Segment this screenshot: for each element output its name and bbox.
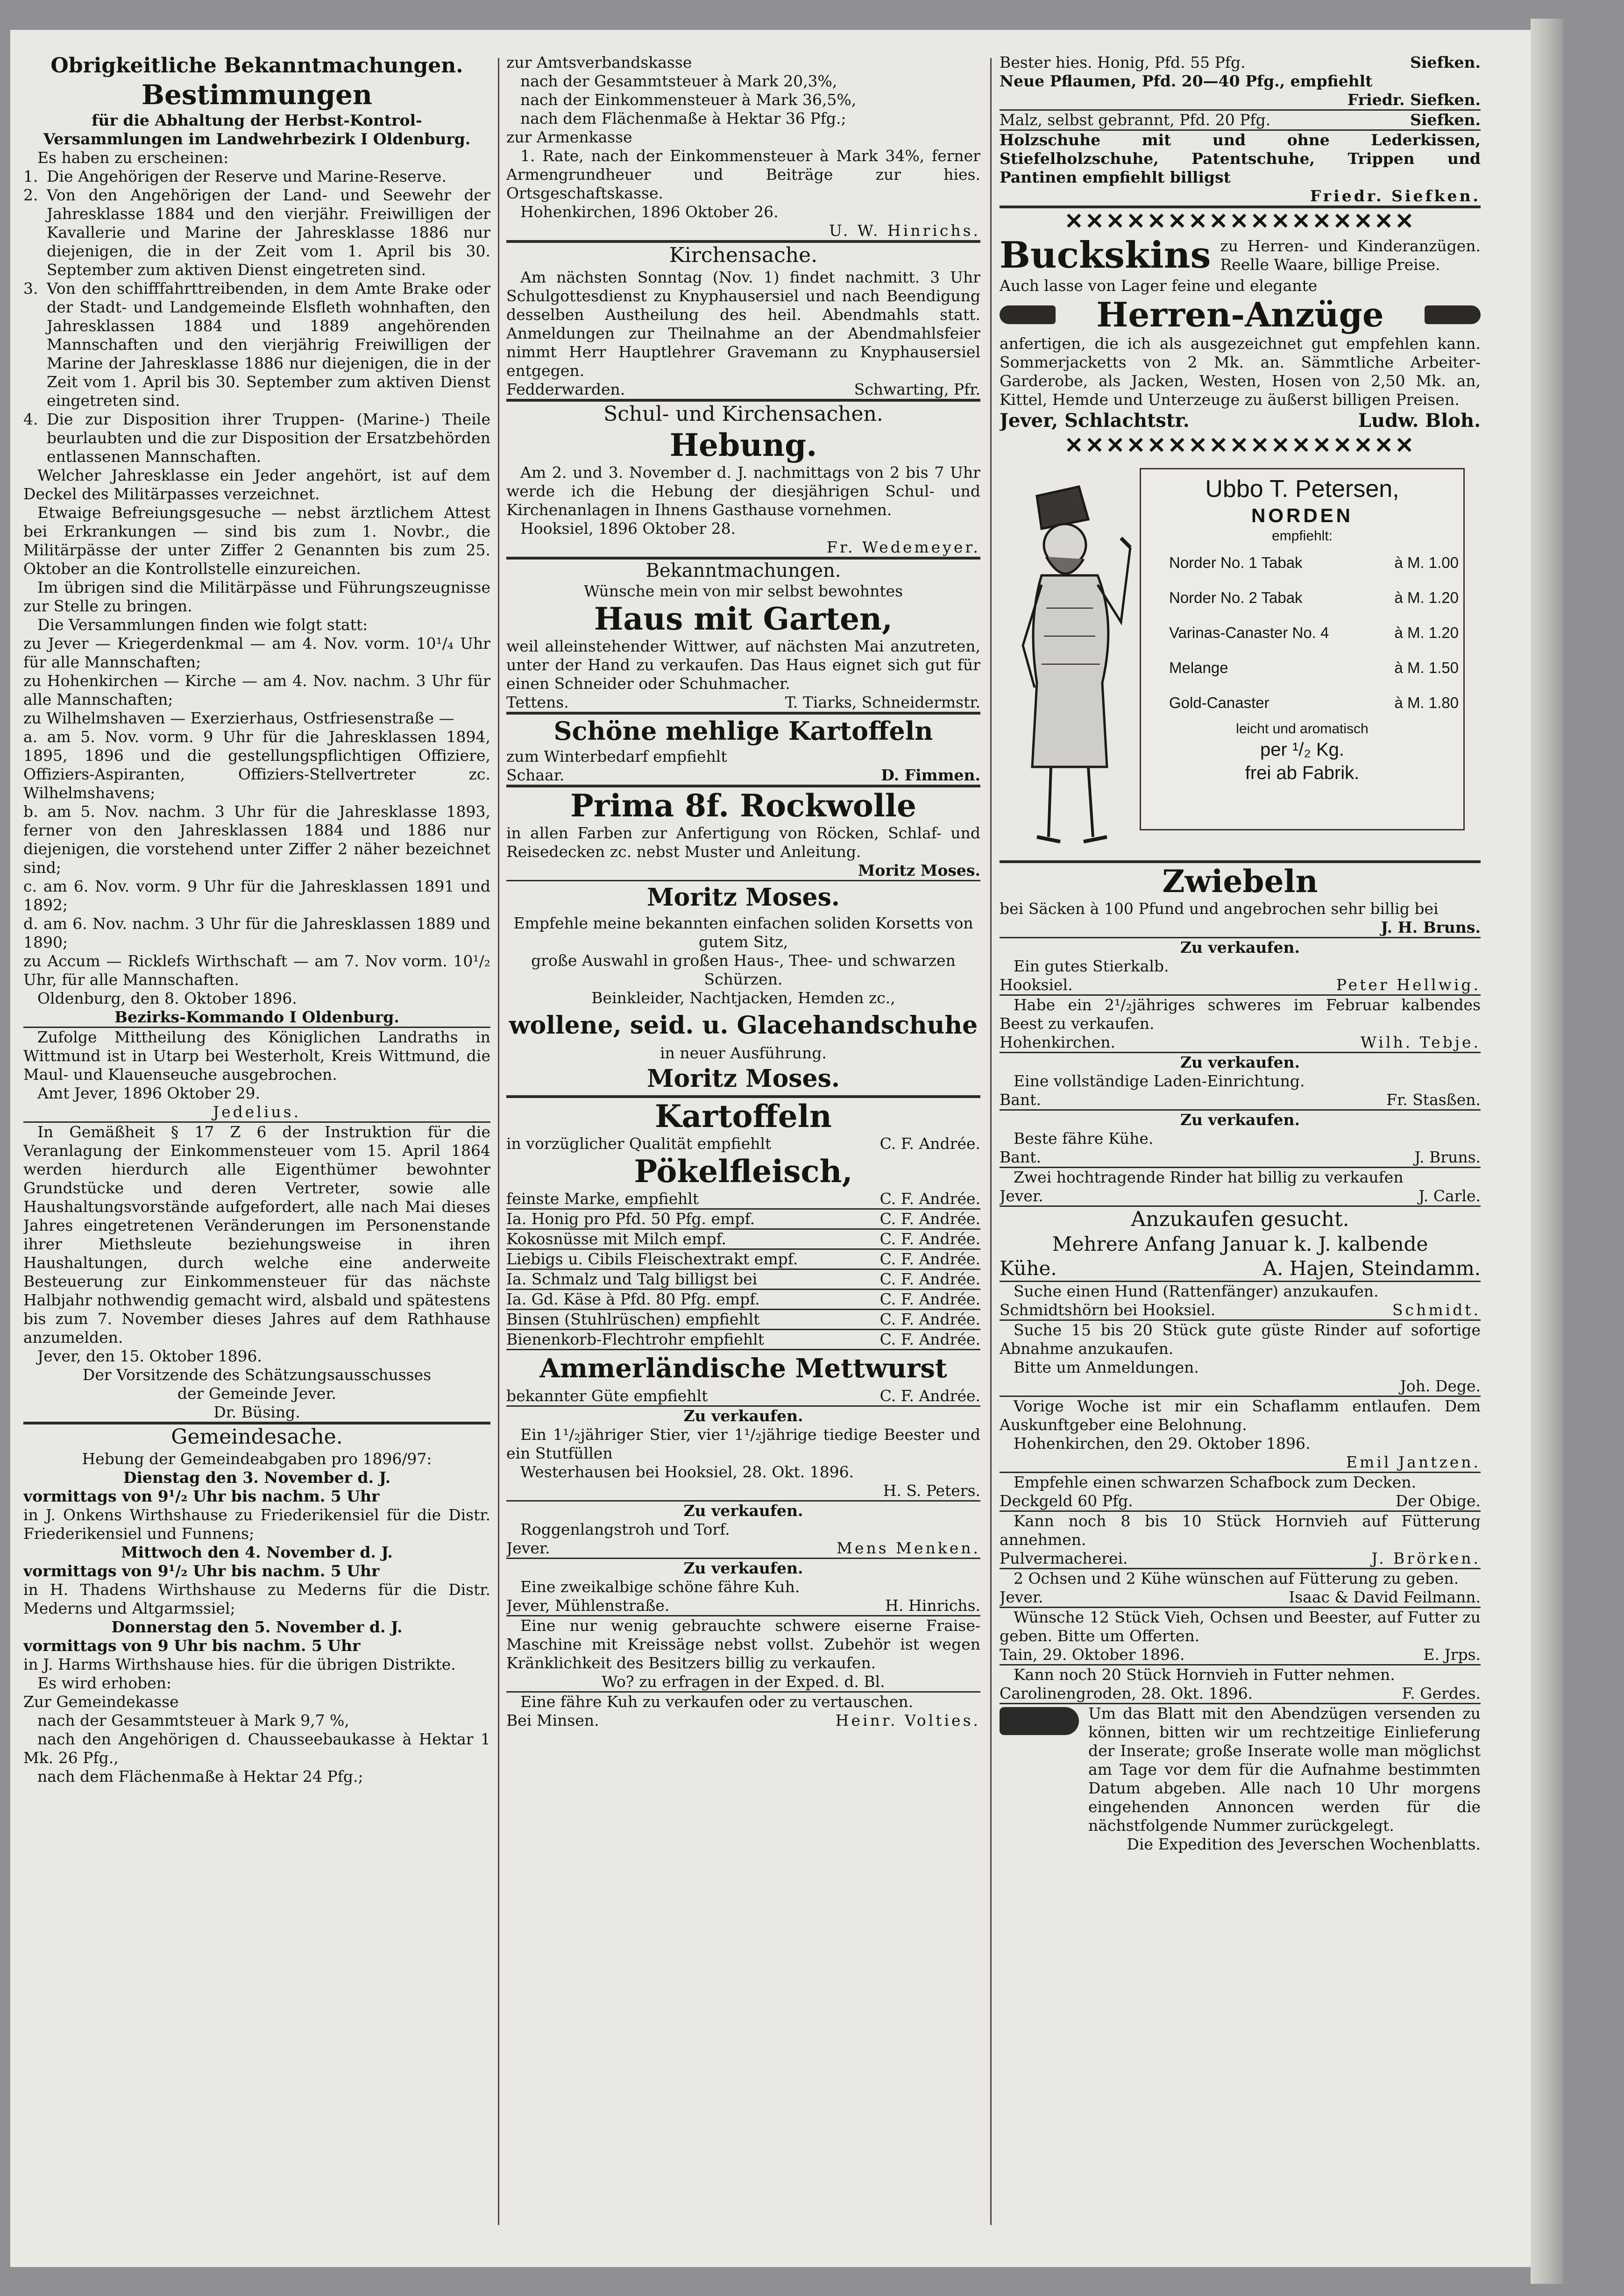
schedule-place: in J. Harms Wirthshause hies. für die übrigen Distrikte. [23, 1655, 456, 1673]
paragraph: frei ab Fabrik. [1245, 763, 1360, 783]
ad-headline: wollene, seid. u. Glacehandschuhe [509, 1011, 978, 1040]
paragraph: nach den Angehörigen d. Chausseebaukasse à Hektar 1 Mk. 26 Pfg., [23, 1730, 490, 1767]
section-title: Kirchensache. [669, 243, 818, 267]
ad-petersen [1000, 459, 1481, 860]
signature-row: Bant. J. Bruns. [1000, 1148, 1481, 1166]
paragraph: weil alleinstehender Wittwer, auf nächsten Mai anzutreten, unter der Hand zu verkaufen. Das Haus eignet sich gut für einen Schneider oder Schuhmacher. [506, 637, 980, 693]
place-item: zu Hohenkirchen — Kirche — am 4. Nov. nachm. 3 Uhr für alle Mannschaften; [23, 672, 490, 709]
paragraph: Beste fähre Kühe. [1014, 1129, 1154, 1148]
list-item: 1. Die Angehörigen der Reserve und Marine-Reserve. [23, 167, 447, 185]
paragraph: leicht und aromatisch [1236, 721, 1369, 737]
smoking-man-illustration [1009, 468, 1149, 851]
signature-row: Hohenkirchen. Wilh. Tebje. [1000, 1033, 1481, 1051]
place-item: c. am 6. Nov. vorm. 9 Uhr für die Jahresklassen 1891 und 1892; [23, 877, 490, 914]
signature-row: Jever. J. Carle. [1000, 1187, 1481, 1205]
list-item: Ia. Honig pro Pfd. 50 Pfg. empf. C. F. Andrée. [506, 1210, 980, 1228]
signature: H. S. Peters. [883, 1481, 980, 1500]
signature-row: Bei Minsen. Heinr. Volties. [506, 1711, 980, 1729]
list-item: 4. Die zur Disposition ihrer Truppen- (Marine-) Theile beurlaubten und die zur Disposition der Ersatzbehörden entlassenen Mannschaften. [23, 410, 490, 466]
ad-title: Zu verkaufen. [683, 1502, 803, 1520]
signature: J. H. Bruns. [1381, 918, 1481, 936]
paragraph: Roggenlangstroh und Torf. [520, 1520, 730, 1538]
paragraph: Wünsche 12 Stück Vieh, Ochsen und Beester, auf Futter zu geben. Bitte um Offerten. [1000, 1608, 1481, 1645]
signature-row: feinste Marke, empfiehlt C. F. Andrée. [506, 1190, 980, 1208]
paragraph: Eine vollständige Laden-Einrichtung. [1014, 1072, 1305, 1090]
dateline: Jever, den 15. Oktober 1896. [37, 1347, 262, 1365]
ad-title: Zu verkaufen. [683, 1559, 803, 1577]
ad-headline: Hebung. [669, 427, 817, 463]
schedule-day: Dienstag den 3. November d. J. [123, 1468, 391, 1487]
paragraph: zum Winterbedarf empfiehlt [506, 747, 727, 765]
paragraph: Es wird erhoben: [37, 1674, 172, 1692]
signature: Joh. Dege. [1400, 1377, 1481, 1395]
schedule-day: Mittwoch den 4. November d. J. [121, 1543, 393, 1561]
signature: Jedelius. [213, 1103, 301, 1121]
paragraph: nach der Einkommensteuer à Mark 36,5%, [520, 91, 857, 109]
paragraph: Zufolge Mittheilung des Königlichen Landraths in Wittmund ist in Utarp bei Westerholt, Kreis Wittmund, die Maul- und Klauenseuche ausgebrochen. [23, 1028, 490, 1084]
ad-title: Zu verkaufen. [683, 1407, 803, 1425]
list-item: 2. Von den Angehörigen der Land- und Seewehr der Jahresklasse 1884 und den vierjähr. Freiwilligen der Kavallerie und Marine der Jahresklasse 1886 nur diejenigen, die in der Zeit vom 1. April bis 30. September zum aktiven Dienst eingetreten sind. [23, 186, 490, 279]
paragraph: Am 2. und 3. November d. J. nachmittags von 2 bis 7 Uhr werde ich die Hebung der diesjährigen Schul- und Kirchenanlagen in Ihnens Gasthause vornehmen. [506, 463, 980, 519]
dateline: Hohenkirchen, 1896 Oktober 26. [520, 203, 779, 221]
column-left [23, 53, 490, 2244]
signature: der Gemeinde Jever. [177, 1384, 337, 1403]
notice-block [1000, 1704, 1481, 1835]
schedule-time: vormittags von 9 Uhr bis nachm. 5 Uhr [23, 1637, 361, 1655]
section-title: Schul- und Kirchensachen. [603, 402, 883, 426]
column-rule [498, 58, 499, 2225]
paragraph: nach der Gesammtsteuer à Mark 9,7 %, [37, 1711, 349, 1729]
place-item: a. am 5. Nov. vorm. 9 Uhr für die Jahresklassen 1894, 1895, 1896 und die gestellungspflichtigen Offiziere, Offiziers-Aspiranten, Offiziers-Stellvertreter zc. Wilhelmshavens; [23, 728, 490, 802]
signature-row: Kühe. A. Hajen, Steindamm. [1000, 1257, 1481, 1280]
list-item: Neue Pflaumen, Pfd. 20—40 Pfg., empfiehlt [1000, 72, 1373, 90]
ad-title: Zu verkaufen. [1180, 938, 1300, 957]
pointing-hand-icon [1425, 305, 1481, 324]
price-list-box [1140, 468, 1465, 830]
ad-headline: Pökelfleisch, [634, 1153, 853, 1190]
paragraph: Bitte um Anmeldungen. [1014, 1358, 1199, 1376]
notice-intro: Es haben zu erscheinen: [37, 149, 229, 167]
paragraph: Empfehle einen schwarzen Schafbock zum Decken. [1014, 1473, 1417, 1491]
signature: Moritz Moses. [646, 1064, 840, 1093]
signature-row: Schmidtshörn bei Hooksiel. Schmidt. [1000, 1301, 1481, 1319]
ad-headline: Buckskins [1000, 234, 1211, 276]
signature-row: Jever, Schlachtstr. Ludw. Bloh. [1000, 410, 1481, 432]
place-item: zu Accum — Ricklefs Wirthschaft — am 7. Nov vorm. 10¹/₂ Uhr, für alle Mannschaften. [23, 952, 490, 989]
paragraph: Mehrere Anfang Januar k. J. kalbende [1052, 1233, 1428, 1255]
paragraph: große Auswahl in großen Haus-, Thee- und schwarzen Schürzen. [531, 951, 956, 988]
paragraph: in allen Farben zur Anfertigung von Röcken, Schlaf- und Reisedecken zc. nebst Muster und Anleitung. [506, 824, 980, 861]
list-item: Malz, selbst gebrannt, Pfd. 20 Pfg. Siefken. [1000, 111, 1481, 129]
paragraph: Empfehle meine bekannten einfachen soliden Korsetts von gutem Sitz, [513, 914, 973, 951]
list-item: Bienenkorb-Flechtrohr empfiehlt C. F. Andrée. [506, 1330, 980, 1348]
signature-row: Tain, 29. Oktober 1896. E. Jrps. [1000, 1645, 1481, 1664]
price-item: Norder No. 1 Tabak à M. 1.00 [1169, 554, 1459, 571]
paragraph: Um das Blatt mit den Abendzügen versenden zu können, bitten wir um rechtzeitige Einlieferung der Inserate; große Inserate wolle man möglichst am Tage vor dem für die Aufnahme bestimmten Datum abgeben. Alle nach 10 Uhr morgens eingehenden Annoncen werden für die nächstfolgende Nummer zurückgelegt. [1088, 1704, 1481, 1835]
place-item: b. am 5. Nov. nachm. 3 Uhr für die Jahresklasse 1893, ferner von den Jahresklassen 1884 und 1886 nur diejenigen, die vorstehend unter Ziffer 2 näher bezeichnet sind; [23, 802, 490, 877]
list-item: Kokosnüsse mit Milch empf. C. F. Andrée. [506, 1230, 980, 1248]
price-item: Gold-Canaster à M. 1.80 [1169, 694, 1459, 711]
notice-subtitle: für die Abhaltung der Herbst-Kontrol-Versammlungen im Landwehrbezirk I Oldenburg. [43, 111, 471, 148]
paragraph: Zwei hochtragende Rinder hat billig zu verkaufen [1014, 1168, 1404, 1186]
signature: Moritz Moses. [858, 861, 980, 879]
list-item: Ia. Schmalz und Talg billigst bei C. F. Andrée. [506, 1270, 980, 1288]
ad-headline: Kartoffeln [655, 1098, 832, 1134]
paragraph: Kann noch 8 bis 10 Stück Hornvieh auf Fütterung annehmen. [1000, 1512, 1481, 1549]
merchant-name: Ubbo T. Petersen, [1205, 475, 1399, 503]
ad-buckskins [1000, 234, 1481, 276]
column-middle [506, 53, 980, 2244]
section-header: Obrigkeitliche Bekanntmachungen. [50, 54, 463, 78]
list-item: Liebigs u. Cibils Fleischextrakt empf. C. F. Andrée. [506, 1250, 980, 1268]
paragraph: Eine nur wenig gebrauchte schwere eiserne Fraise-Maschine mit Kreissäge nebst vollst. Zubehör ist wegen Kränklichkeit des Besitzers billig zu verkaufen. [506, 1616, 980, 1672]
notice-title: Bestimmungen [141, 79, 373, 111]
ornament-row: ✕✕✕✕✕✕✕✕✕✕✕✕✕✕✕✕✕ [1064, 208, 1416, 234]
list-item: Bester hies. Honig, Pfd. 55 Pfg. Siefken. [1000, 53, 1481, 71]
paragraph: Beinkleider, Nachtjacken, Hemden zc., [591, 989, 895, 1007]
paragraph: per ¹/₂ Kg. [1260, 739, 1345, 760]
paragraph: 2 Ochsen und 2 Kühe wünschen auf Fütterung zu geben. [1014, 1569, 1459, 1587]
paragraph: In Gemäßheit § 17 Z 6 der Instruktion für die Veranlagung der Einkommensteuer vom 15. April 1864 werden hierdurch alle Eigenthümer bewohnter Grundstücke und deren Vertreter, sowie alle Haushaltungsvorstände aufgefordert, alle nach Mai dieses Jahres eingetretenen Veränderungen im Personenstande ihrer Miethsleute beziehungsweise in ihren Haushaltungen, durch welche eine anderweite Besteuerung zur Einkommensteuer für das nächste Halbjahr nothwendig gemacht wird, alsbald und spätestens bis zum 7. November dieses Jahres auf dem Rathhause anzumelden. [23, 1123, 490, 1346]
paragraph: Die Versammlungen finden wie folgt statt: [37, 616, 368, 634]
paragraph: Im übrigen sind die Militärpässe und Führungszeugnisse zur Stelle zu bringen. [23, 578, 490, 615]
paragraph: 1. Rate, nach der Einkommensteuer à Mark 34%, ferner Armengrundheuer und Beiträge zur hies. Ortsgeschaftskasse. [506, 147, 980, 202]
ad-headline: Herren-Anzüge [1096, 295, 1384, 334]
ad-title: Anzukaufen gesucht. [1131, 1207, 1349, 1231]
signature-row: Jever. Isaac & David Feilmann. [1000, 1588, 1481, 1606]
ad-title: Zu verkaufen. [1180, 1111, 1300, 1129]
signature-row: Pulvermacherei. J. Brörken. [1000, 1549, 1481, 1567]
signature-row: Jever. Mens Menken. [506, 1539, 980, 1557]
dateline: Oldenburg, den 8. Oktober 1896. [37, 989, 297, 1007]
paragraph: Ein gutes Stierkalb. [1014, 957, 1169, 975]
schedule-time: vormittags von 9¹/₂ Uhr bis nachm. 5 Uhr [23, 1562, 380, 1580]
signature-row: Fedderwarden. Schwarting, Pfr. [506, 380, 980, 398]
paragraph: Welcher Jahresklasse ein Jeder angehört, ist auf dem Deckel des Militärpasses verzeichnet. [23, 466, 490, 503]
signature: Der Vorsitzende des Schätzungsausschusses [82, 1366, 432, 1384]
paragraph: nach dem Flächenmaße à Hektar 24 Pfg.; [37, 1767, 363, 1786]
paragraph: zu Herren- und Kinderanzügen. Reelle Waare, billige Preise. [1220, 237, 1481, 274]
schedule-day: Donnerstag den 5. November d. J. [111, 1618, 403, 1636]
signature-row: Hooksiel. Peter Hellwig. [1000, 976, 1481, 994]
ad-headline: Zwiebeln [1162, 863, 1318, 900]
paragraph: Wo? zu erfragen in der Exped. d. Bl. [602, 1672, 885, 1691]
paragraph: Habe ein 2¹/₂jähriges schweres im Februar kalbendes Beest zu verkaufen. [1000, 996, 1481, 1033]
schedule-place: in J. Onkens Wirthshause zu Friederikensiel für die Distr. Friederikensiel und Funnens; [23, 1506, 490, 1543]
paragraph: Eine zweikalbige schöne fähre Kuh. [520, 1578, 800, 1596]
signature: Friedr. Siefken. [1310, 187, 1481, 205]
paragraph: Vorige Woche ist mir ein Schaflamm entlaufen. Dem Auskunftgeber eine Belohnung. [1000, 1397, 1481, 1434]
dateline: Hooksiel, 1896 Oktober 28. [520, 519, 736, 538]
schedule-place: in H. Thadens Wirthshause zu Mederns für die Distr. Mederns und Altgarmssiel; [23, 1580, 490, 1617]
paragraph: nach der Gesammtsteuer à Mark 20,3%, [520, 72, 837, 90]
signature: Friedr. Siefken. [1347, 91, 1481, 109]
dateline: Hohenkirchen, den 29. Oktober 1896. [1014, 1434, 1311, 1453]
merchant-city: NORDEN [1251, 504, 1353, 526]
paragraph: Am nächsten Sonntag (Nov. 1) findet nachmitt. 3 Uhr Schulgottesdienst zu Knyphausersiel und nach Beendigung desselben Austheilung des heil. Abendmahls statt. Anmeldungen zur Theilnahme an der Abendmahlsfeier nimmt Herr Hauptlehrer Gravemann zu Knyphausersiel entgegen. [506, 268, 980, 380]
signature: Fr. Wedemeyer. [826, 538, 980, 556]
column-rule [990, 58, 992, 2225]
signature-row: Schaar. D. Fimmen. [506, 766, 980, 784]
signature-row: Deckgeld 60 Pfg. Der Obige. [1000, 1492, 1481, 1510]
paragraph: Suche 15 bis 20 Stück gute güste Rinder auf sofortige Abnahme anzukaufen. [1000, 1321, 1481, 1358]
ad-title: Zu verkaufen. [1180, 1053, 1300, 1071]
list-item: 3. Von den schifffahrttreibenden, in dem Amte Brake oder der Stadt- und Landgemeinde Elsfleth wohnhaften, den Jahresklassen 1884 und 1889 angehörenden Mannschaften und den vierjährig Freiwilligen der Marine der Jahresklasse 1886 nur diejenigen, die in der Zeit vom 1. April bis 30. September zum aktiven Dienst eingetreten sind. [23, 279, 490, 410]
dateline: Westerhausen bei Hooksiel, 28. Okt. 1896. [520, 1463, 854, 1481]
signature-row: Jever, Mühlenstraße. H. Hinrichs. [506, 1596, 980, 1615]
newspaper-page [10, 30, 1531, 2267]
ad-headline: Prima 8f. Rockwolle [570, 787, 916, 824]
price-item: Norder No. 2 Tabak à M. 1.20 [1169, 589, 1459, 606]
ad-herren [1000, 295, 1481, 334]
signature: Dr. Büsing. [213, 1403, 300, 1421]
paragraph: Ein 1¹/₂jähriger Stier, vier 1¹/₂jährige tiedige Beester und ein Stutfüllen [506, 1425, 980, 1462]
paragraph: Etwaige Befreiungsgesuche — nebst ärztlichem Attest bei Erkrankungen — sind bis zum 1. Novbr., die Militärpässe der unter Ziffer 2 Genannten bis zum 25. Oktober an die Kontrollstelle einzureichen. [23, 503, 490, 578]
signature-row: bekannter Güte empfiehlt C. F. Andrée. [506, 1387, 980, 1405]
ad-headline: Moritz Moses. [646, 883, 840, 912]
signature-row: Tettens. T. Tiarks, Schneidermstr. [506, 693, 980, 711]
ad-headline: Haus mit Garten, [594, 601, 893, 637]
ad-headline: Schöne mehlige Kartoffeln [553, 716, 933, 746]
paragraph: empfiehlt: [1271, 528, 1333, 544]
signature: Die Expedition des Jeverschen Wochenblatts. [1127, 1835, 1481, 1853]
place-item: zu Wilhelmshaven — Exerzierhaus, Ostfriesenstraße — [23, 709, 454, 727]
schedule-time: vormittags von 9¹/₂ Uhr bis nachm. 5 Uhr [23, 1487, 380, 1505]
paragraph: Suche einen Hund (Rattenfänger) anzukaufen. [1014, 1282, 1379, 1300]
signature-row: Carolinengroden, 28. Okt. 1896. F. Gerdes. [1000, 1684, 1481, 1702]
paragraph: Hebung der Gemeindeabgaben pro 1896/97: [82, 1450, 432, 1468]
list-item: Ia. Gd. Käse à Pfd. 80 Pfg. empf. C. F. Andrée. [506, 1290, 980, 1308]
dateline: Amt Jever, 1896 Oktober 29. [37, 1084, 260, 1102]
list-item: Binsen (Stuhlrüschen) empfiehlt C. F. Andrée. [506, 1310, 980, 1328]
paragraph: Auch lasse von Lager feine und elegante [1000, 276, 1318, 295]
paragraph: bei Säcken à 100 Pfund und angebrochen sehr billig bei [1000, 900, 1439, 918]
signature: Bezirks-Kommando I Oldenburg. [114, 1008, 399, 1026]
ad-headline: Ammerländische Mettwurst [539, 1353, 947, 1384]
column-right [1000, 53, 1481, 2244]
paragraph: in neuer Ausführung. [660, 1044, 827, 1062]
paragraph: Kann noch 20 Stück Hornvieh in Futter nehmen. [1014, 1665, 1395, 1684]
paragraph: Holzschuhe mit und ohne Lederkissen, Stiefelholzschuhe, Patentschuhe, Trippen und Pantinen empfiehlt billigst [1000, 131, 1481, 186]
section-title: Gemeindesache. [171, 1425, 343, 1449]
price-item: Varinas-Canaster No. 4 à M. 1.20 [1169, 624, 1459, 641]
price-item: Melange à M. 1.50 [1169, 659, 1459, 676]
paragraph: Wünsche mein von mir selbst bewohntes [583, 582, 903, 600]
signature-row: in vorzüglicher Qualität empfiehlt C. F. Andrée. [506, 1134, 980, 1153]
paragraph: nach dem Flächenmaße à Hektar 36 Pfg.; [520, 109, 846, 128]
section-title: Bekanntmachungen. [645, 560, 841, 581]
ornament-row: ✕✕✕✕✕✕✕✕✕✕✕✕✕✕✕✕✕ [1064, 432, 1416, 459]
place-item: d. am 6. Nov. nachm. 3 Uhr für die Jahresklassen 1889 und 1890; [23, 914, 490, 951]
paragraph: zur Amtsverbandskasse [506, 53, 692, 71]
paragraph: Eine fähre Kuh zu verkaufen oder zu vertauschen. [520, 1693, 914, 1711]
paragraph: anfertigen, die ich als ausgezeichnet gut empfehlen kann. Sommerjacketts von 2 Mk. an. Sämmtliche Arbeiter-Garderobe, als Jacken, Westen, Hosen von 2,50 Mk. an, Kittel, Hemde und Unterzeuge zu äußerst billigen Preisen. [1000, 334, 1481, 409]
place-item: zu Jever — Kriegerdenkmal — am 4. Nov. vorm. 10¹/₄ Uhr für alle Mannschaften; [23, 634, 490, 671]
paragraph: zur Armenkasse [506, 128, 632, 146]
signature: Emil Jantzen. [1346, 1453, 1481, 1471]
pointing-hand-icon [1000, 1707, 1079, 1735]
paragraph: Zur Gemeindekasse [23, 1693, 179, 1711]
signature-row: Bant. Fr. Stasßen. [1000, 1091, 1481, 1109]
page-edge [1531, 19, 1563, 2284]
pointing-hand-icon [1000, 305, 1056, 324]
signature: U. W. Hinrichs. [829, 221, 980, 240]
